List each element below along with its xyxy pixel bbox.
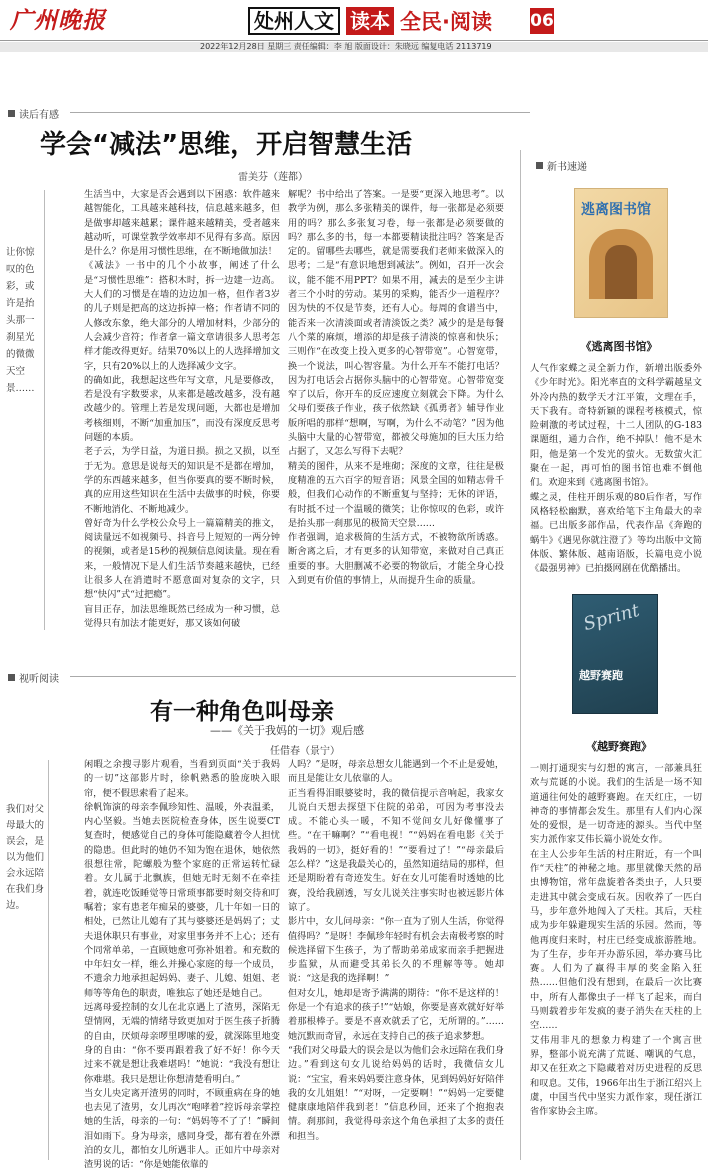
page-number: 06 [530,8,554,34]
article1-column-1: 生活当中，大家是否会遇到以下困惑：软件越来越智能化，工具越来越科技，信息越来越多，但是做事却越来越累；课件越来越精美，受者越来越动听，可课堂教学效率却不见得有多高。原因是什么？你是用习惯性思维，在不断地做加法！ 《减法》一书中的几个小故事，阐述了什么是“习惯性思维”：搭积木时，拆一边建一边高。大人们的习惯是在墙的边边加一格，但作者3岁的儿子则是把高的这边拆掉一格；作者请不同的人修改东象，绝大部分的人增加材料，少部分的人会减少音符；作者拿一篇文章请很多人思考怎样才能改得更好。结果70%以上的人选择增加文字，只有20%以上的人选择减少文字。 的确如此，我想起这些年写文章，凡是要修改，若是没有字数要求，从来都是越改越多，没有越改越少的。管理上若是发现问题，大都也是增加考核细则，不断“加重加压”，而没有深度反思考问题的本质。 老子云，为学日益，为道日损。损之又损，以至于无为。意思是说每天的知识是不是都在增加，学的东西越来越多，但当你要真的要不断时候，真的应用这些知识在生活中去做事的时候，你要不断地消化、不断地减少。 曾好奇为什么学校公众号上一篇篇精美的推文，阅读量远不如视频号、抖音号上短短的一两分钟的视频，或者是15秒的视频信息阅读量。现在看来，一般情况下是人们生活节奏越来越快，已经让很多人在消遣时不愿意面对复杂的文字，只想“快闪”式“过把瘾”。 盲目正存，加法思维既然已经成为一种习惯，总觉得只有加法才能更好，那又该如何破 [84,189,280,629]
book-cover-cross-country [572,594,658,714]
article1-pull-quote: 让你惊叹的色彩，或许是抬头那一刹星光的微微天空景…… [6,247,35,394]
article2-column-1: 闲暇之余搜寻影片观看，当看到页面“关于我妈的一切”这部影片时，徐帆熟悉的脸庞映入眼帘，便不假思索看了起来。 徐帆饰演的母亲李佩珍知性、温暖，外表温柔，内心坚毅。当她去医院检查身体，医生说要CT复查时，便感觉自己的身体可能隐藏着令人担忧的隐患。但此时的她仍不知为饱在退休，她依然很想往常，陀螺般为整个家庭的正常运转忙碌着。女儿属于北飘族，但她无时无刻不在牵挂着，就连吃饭睡觉等日常琐事都要时刻交待和叮嘱着；家有患老年痴呆的婆婆，几十年如一日的相处，已然让儿媳有了其与婆婆还是妈妈了；丈夫退休职只有事业，对家里事务并不上心；还有个同常单弟，一直顾她愈可弥补姐着。和充数的中年妇女一样，维么并操心家庭的每一个成员，不遗余力地承担起妈妈、妻子、儿媳、姐姐、老师等等角色的职责，唯独忘了她还是她自己。 远离母爱控制的女儿在北京遇上了渣男，深陷无望情网，无端的情绪导致更加对于医生孩子折腾的自由，厌烦母亲啰里啰嗦的爱，就深陈里地变身的自由：“你不要再跟着我了好不好！你今天过来不就是想让我难堪吗！”她说：“我没有想让你难堪。我只是想让你想清楚看明白。” 当女儿央定离开渣男的同时，不顾重病在身的她也去见了渣男，女儿再次“咆哮着”控诉母亲掌控她的生活，母亲的一句：“妈妈等不了了！”瞬间泪如雨下。身为母亲，感同身受，都有着在外漂泊的女儿，都怕女儿所遇非人。正如片中母亲对渣男说的话：“你是她能依靠的 [84,759,280,1171]
section-tag-label: 读本 [346,7,394,35]
section-label-text: 视听阅读 [19,674,59,685]
article1-column-2: 解呢？书中给出了答案。一是要“更深入地思考”。以教学为例，那么多张精美的课件，每一张都是必须要用的吗？那么多张复习卷，每一张都是必须要做的吗？那么多的书，每一本都要精读批注吗？答案是否定的。留哪些去哪些，就是需要我们老师来做深入的思考；二是“有意识地想到减法”。例如，召开一次会议，能不能不用PPT？如果不用，减去的是至少主讲者三个小时的劳动。某男的采购，能否少一道程序？因为快的不仅是节奏，还有人心。每周的食谱当中，能否来一次清淡面或者清淡饭之类？减少的是是每餐八个菜的麻烦，增添的却是孩子清淡的惊喜和快乐；三则作“在改变上投入更多的心智带宽”。心智宽带，换一个说法，叫心智容量。为什么开车不能打电话？因为打电话会占据你头脑中的心智带宽。心智带宽变窄了以后，你开车的反应速度立刻就会下降。为什么父母们要孩子作业，孩子依然缺《孤勇者》辅导作业版所唱的那样“想啊，写啊，为什么不动笔？”因为他头脑中大量的心智带宽，都被父母施加的巨大压力给占据了，又怎么写得下去呢？ 精美的图件，从来不是堆砌；深度的文章，往往是极度精准的五六百字的短音语；风景全国的如精志骨千般，但我们心动作的不断重复与坚持；无休的评语，有时抵不过一个温暖的微笑；让你惊叹的色彩，或许是抬头那一刹那见的极简天空景…… 作者强调，追求极简的生活方式，不被物欲所诱惑。断舍离之后，才有更多的认知带宽，来做对自己真正重要的事。大胆删减不必要的物欲后，才能全身心投入到更有价值的事情上，从而提升生命的质量。 [288,189,504,587]
article1-author: 雷美芬（莲都） [238,172,308,183]
section-sub-label: 全民·阅读 [400,10,492,34]
article2-column-2: 人吗？”是呀，母亲总想女儿能遇到一个不止是爱她，而且是能让女儿依靠的人。 正当看得泪眼婆娑时，我的微信提示音响起，我家女儿说白天想去探望下住院的弟弟，可因为考事没去成。不能心头一暖，不知不觉间女儿好像懂事了些。“在干嘛啊？”“看电视！”“妈妈在看电影《关于我妈的一切》，挺好看的！”“要看过了！”“母亲最后怎么样？”这是我最关心的，虽然知道结局的那样，但还是期盼着有奇迹发生。好在女儿可能看时透她的比赛，没给我剧透，写女儿说关注事实时也被远影片体谅了。 影片中，女儿问母亲：“你一直为了别人生活，你觉得值得吗？”是呀！李佩珍年轻时有机会去南极考察的时候选择留下生孩子，为了帮助弟弟成家而亲手把握进步监狱，从而避受其弟长久的不理解等等。她却说：“这是我的选择啊！” 但对女儿，她却是寄予满满的期待：“你不是这样的！你是一个有追求的孩子!”“姑娘，你要是喜欢就好好举着那根棒子。要是不喜欢就丢了它，无所谓的。”……她沉默而奇冒，永远在支持自己的孩子追求梦想。 “我们对父母最大的误会是以为他们会永远陪在我们身边。”看到这句女儿说给妈妈的话时，我微信女儿说：“宝宝，看来妈妈要注意身体，见到妈妈好好陪伴我的女儿姐姐！”“对呀，一定要啊！”“妈妈一定要健健康康地陪伴我到老！”信息秒回，还来了个抱抱表情。刹那间，我觉得母亲这个角色承担了太多的责任和担当。 [288,759,505,1142]
column-divider [48,760,49,1160]
square-bullet-icon [8,110,15,117]
book1-caption: 《逃离图书馆》 [580,340,658,353]
square-bullet-icon [8,674,15,681]
section-main-label: 处州人文 [248,7,340,35]
book-cover-escape-library [574,188,668,318]
doorway-illustration [605,245,637,299]
header-sections [248,6,492,36]
book1-description: 人气作家蝶之灵全新力作，新增出版委外《少年时光》。阳光率直的文科学霸越星文外冷内热的数学天才江平策，文理在手，天下我有。奇特新颖的课程考核模式，惊险刺激的考试过程，十二人团队的G-183课题组，通力合作，绝不掉队！他不是木阳，他是第一个发光的萤火。无数萤火汇聚在一起，再可怕的图书馆也难不倒他们。欢迎来到《逃离图书馆》。 蝶之灵，佳柱开朗乐观的80后作者，写作风格轻松幽默，喜欢给笔下主角最大的幸福。已出版多部作品，代表作品《奔跑的蜗牛》《遇见你就注澄了》等均出版中文简体版、繁体版、越南语版，长篇电竞小说《最强男神》已拍摄网剧在优酷播出。 [530,363,702,575]
article2-author: 任借春（景宁） [270,746,340,757]
section-rule [70,112,530,113]
section-label-text: 读后有感 [19,110,59,121]
section-label-text: 新书速递 [547,162,587,173]
section-label-reading [8,106,59,121]
section-label-audiovisual [8,670,59,685]
sidebar-divider [520,150,521,1160]
book2-description: 一则打通现实与幻想的寓言，一部兼具狂欢与荒诞的小说。我们的生活是一场不知道通往何处的越野赛跑。在天红庄，一切神奇的事情都会发生。那里有人们内心深处的爱恨，是一切奇迹的源头。当代中坚实力派作家艾伟长篇小说处女作。 在主人公步年生活的村庄附近，有一个叫作“天柱”的神秘之地。那里就像天然的昂虫博物馆，常年盘旋着各类虫子，人只要走进其中就会变成石灰。因收养了一匹白马，步年意外地闯入了天柱。其后，天柱成为步年躲避现实生活的乐园。然而，等他再度归来时，村庄已经变成旅游胜地。为了生存，步年开办游乐园，举办赛马比赛。人们为了赢得丰厚的奖金陷入狂热……但他们没有想到，在最后一次比赛中，所有人都像虫子一样飞了起来，而白马则载着步年发疯的妻子消失在天柱的上空…… 艾伟用非凡的想象力构建了一个寓言世界，整部小说充满了荒诞、嘲讽的气息，却又在狂欢之下隐藏着对历史进程的反思和叹息。艾伟，1966年出生于浙江绍兴上虞，中国当代中坚实力派作家，现任浙江省作家协会主席。 [530,763,702,1118]
section-rule [70,676,516,677]
article2-title: 有一种角色叫母亲 [150,699,334,725]
square-bullet-icon [536,162,543,169]
book-cover-title: 越野赛跑 [579,669,623,682]
header-divider [0,40,708,41]
section-label-new-books [536,158,587,173]
column-divider [44,190,45,630]
book-cover-script-art: Sprint [581,599,642,636]
article1-title: 学会“减法”思维，开启智慧生活 [40,130,413,160]
issue-meta: 2022年12月28日 星期三 责任编辑：李 旭 版面设计：朱晓远 编复电话 2113719 [200,42,492,51]
book2-caption: 《越野赛跑》 [586,740,652,753]
newspaper-logo: 广州晚报 [10,7,106,34]
article2-subtitle: ——《关于我妈的一切》观后感 [210,724,364,737]
book-cover-title: 逃离图书馆 [581,202,651,218]
article2-pull-quote: 我们对父母最大的误会，是以为他们会永远陪在我们身边。 [6,804,45,911]
